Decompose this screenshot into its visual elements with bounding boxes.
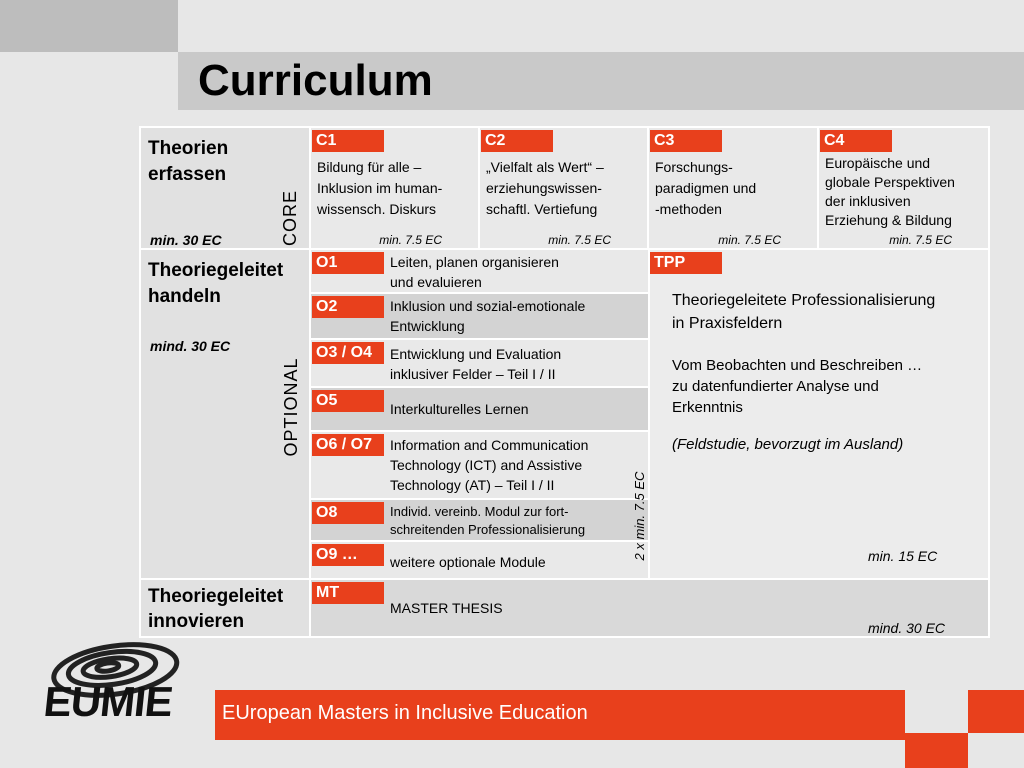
module-description: Entwicklung und Evaluation inklusiver Felder – Teil I / II [390, 346, 562, 382]
optional-side-label: OPTIONAL [281, 357, 301, 457]
module-code-tag: O6 / O7 [312, 434, 384, 456]
page-title: Curriculum [198, 56, 433, 105]
row-label-core [141, 128, 309, 248]
module-description: Inklusion und sozial-emotionale Entwicklung [390, 298, 586, 334]
header-corner-block [0, 0, 178, 52]
module-cell-o1 [311, 250, 648, 292]
module-description: Interkulturelles Lernen [390, 401, 529, 417]
module-code-tag: O8 [312, 502, 384, 524]
module-description: weitere optionale Module [390, 554, 546, 570]
row-ec: mind. 30 EC [150, 338, 231, 354]
module-ec: min. 7.5 EC [889, 233, 952, 247]
module-cell-o8 [311, 500, 648, 540]
module-cell-tpp [650, 250, 988, 578]
row-title: Theoriegeleitet innovieren [148, 586, 284, 632]
module-code-tag: O2 [312, 296, 384, 318]
module-description: Forschungs- paradigmen und -methoden [655, 159, 757, 217]
tpp-title: Theoriegeleitete Professionalisierung in Praxisfeldern [672, 292, 936, 332]
module-cell-mt [311, 580, 988, 636]
module-code-tag: C4 [820, 130, 892, 152]
module-cell-o2 [311, 294, 648, 338]
module-ec: min. 15 EC [868, 548, 938, 564]
row-label-optional [141, 250, 309, 578]
row-title: Theorien erfassen [148, 138, 229, 185]
module-description: Europäische und globale Perspektiven der inklusiven Erziehung & Bildung [825, 155, 955, 228]
module-ec: mind. 30 EC [868, 620, 946, 636]
module-cell-c2 [480, 128, 647, 248]
module-description: Bildung für alle – Inklusion im human- wissensch. Diskurs [317, 159, 443, 217]
footer-band [215, 690, 905, 740]
row-ec: min. 30 EC [150, 232, 222, 248]
module-description: Individ. vereinb. Modul zur fort- schreitenden Professionalisierung [390, 504, 586, 537]
module-description: Information and Communication Technology (ICT) and Assistive Technology (AT) – Teil I / II [390, 437, 589, 493]
tpp-description: Vom Beobachten und Beschreiben … zu datenfundierter Analyse und Erkenntnis [672, 357, 923, 416]
footer-decor-square [905, 733, 968, 768]
module-ec: min. 7.5 EC [379, 233, 442, 247]
module-cell-c1 [311, 128, 478, 248]
module-code-tag: C3 [650, 130, 722, 152]
optional-group-ec: 2 x min. 7.5 EC [632, 471, 647, 561]
row-title: Theoriegeleitet handeln [148, 260, 284, 307]
module-code-tag: MT [312, 582, 384, 604]
module-description: Leiten, planen organisieren und evaluieren [390, 254, 559, 290]
module-code-tag: O5 [312, 390, 384, 412]
module-cell-o3-o4 [311, 340, 648, 386]
module-description: MASTER THESIS [390, 600, 503, 616]
module-code-tag: C1 [312, 130, 384, 152]
module-ec: min. 7.5 EC [548, 233, 611, 247]
core-side-label: CORE [280, 190, 300, 247]
module-code-tag: C2 [481, 130, 553, 152]
row-label-innovation [141, 580, 309, 636]
module-ec: min. 7.5 EC [718, 233, 781, 247]
footer-program-name: EUropean Masters in Inclusive Education [222, 702, 588, 724]
footer-decor-square [968, 690, 1024, 733]
module-code-tag: O3 / O4 [312, 342, 384, 364]
logo-lettering: EUMIE [41, 678, 175, 725]
module-cell-o5 [311, 388, 648, 430]
module-cell-o6-o7 [311, 432, 648, 498]
module-code-tag: O1 [312, 252, 384, 274]
module-cell-c3 [649, 128, 817, 248]
module-code-tag: O9 … [312, 544, 384, 566]
module-description: „Vielfalt als Wert“ – erziehungswissen- schaftl. Vertiefung [486, 159, 604, 217]
module-code-tag: TPP [650, 252, 722, 274]
tpp-note: (Feldstudie, bevorzugt im Ausland) [672, 436, 904, 453]
module-cell-c4 [819, 128, 988, 248]
module-cell-o9 [311, 542, 648, 578]
eumie-logo [40, 638, 200, 738]
